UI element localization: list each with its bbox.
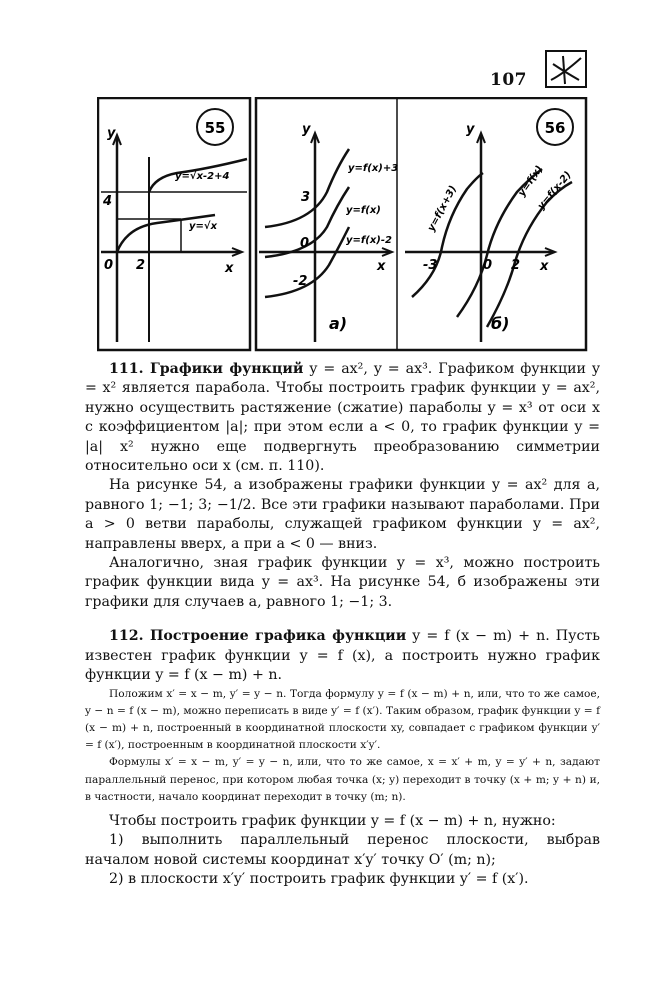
section-112-heading: 112. Построение графика функции [109,628,407,645]
fig56a-caption: а) [329,314,348,333]
fig55-axis-x: x [225,261,234,276]
fig55-curve-upper: y=√x-2+4 [175,171,230,182]
fig56b-origin: 0 [483,258,493,273]
fig56a-curve-top: y=f(x)+3 [348,163,399,174]
section-111-text: y = ax², y = ax³. Графиком функции y = x² является парабола. Чтобы построить график функции y = ax², нужно осуществить растяжение (сжатие) параболы y = x³ от оси x с коэффициентом |a|; при этом если a < 0, то график функции y = |a| x² нужно еще подвергнуть преобразованию симметрии относительно оси x (см. п. 110). [85,361,600,475]
fig55-origin: 0 [104,258,114,273]
paragraph-112 [85,627,600,685]
paragraph-111 [85,360,600,476]
paragraph-steps: Чтобы построить график функции y = f (x − m) + n, нужно: [109,812,556,829]
figure-55-label: 55 [204,119,226,137]
fig56a-axis-x: x [377,259,386,274]
fig56a-tick-neg: -2 [293,274,308,289]
small-paragraph-2: Формулы x′ = x − m, y′ = y − n, или, что то же самое, x = x′ + m, y = y′ + n, задают параллельный перенос, при котором любая точка (x; y) переходит в точку (x + m; y + n) и, в частности, начало координат переходит в точку (m; n). [85,756,600,803]
step-1: 1) выполнить параллельный перенос плоскости, выбрав началом новой системы координат x′y′ точку O′ (m; n); [85,832,600,868]
fig55-tick-x: 2 [136,258,146,273]
fig56b-axis-x: x [540,259,549,274]
section-112-text: y = f (x − m) + n. Пусть известен график функции y = f (x), а построить нужно график функции y = f (x − m) + n. [85,628,601,684]
fig55-axis-y: y [107,126,116,141]
fig56b-tick-neg: -3 [423,258,438,273]
fig56b-curve-left: y=f(x+3) [425,183,460,234]
figure-56-label: 56 [544,119,566,137]
figure-56-panel-a [259,122,398,342]
page-body [85,360,600,890]
figures-55-56 [97,97,588,352]
fig56b-curve-right: y=f(x-2) [535,169,574,212]
fig56b-curve-mid: y=f(x) [516,163,546,199]
fig56b-axis-y: y [466,122,475,137]
fig56a-origin: 0 [300,236,310,251]
small-paragraph-1: Положим x′ = x − m, y′ = y − n. Тогда формулу y = f (x − m) + n, или, что то же самое, y − n = f (x − m), можно переписать в виде y′ = f (x′). Таким образом, график функции y = f (x − m) + n, построенный в координатной плоскости xy, совпадает с графиком функции y′ = f (x′), построенным в координатной плоскости x′y′. [85,687,600,752]
figure-56-panel-b [405,122,574,342]
fig56a-curve-low: y=f(x)-2 [346,235,392,246]
fig56a-curve-mid: y=f(x) [346,205,381,216]
fig56a-axis-y: y [302,122,311,137]
section-logo-icon [545,50,587,88]
fig55-curve-lower: y=√x [189,221,218,232]
fig56a-tick-pos: 3 [301,190,311,205]
fig55-tick-y: 4 [103,194,113,209]
paragraph-111-b: На рисунке 54, а изображены графики функции y = ax² для a, равного 1; −1; 3; −1/2. Все эти графики называют параболами. При a > 0 ветви параболы, служащей графиком функции y = ax², направлены вверх, а при a < 0 — вниз. [85,477,600,552]
fig56b-caption: б) [491,314,510,333]
paragraph-111-c: Аналогично, зная график функции y = x³, можно построить график функции вида y = ax³. На рисунке 54, б изображены эти графики для случаев a, равного 1; −1; 3. [85,555,600,610]
section-111-heading: 111. Графики функций [109,361,304,377]
fig56b-tick-pos: 2 [511,258,521,273]
step-2: 2) в плоскости x′y′ построить график функции y′ = f (x′). [109,871,529,888]
page-number: 107 [490,70,527,90]
figure-56 [256,98,586,350]
figure-55 [98,98,250,350]
